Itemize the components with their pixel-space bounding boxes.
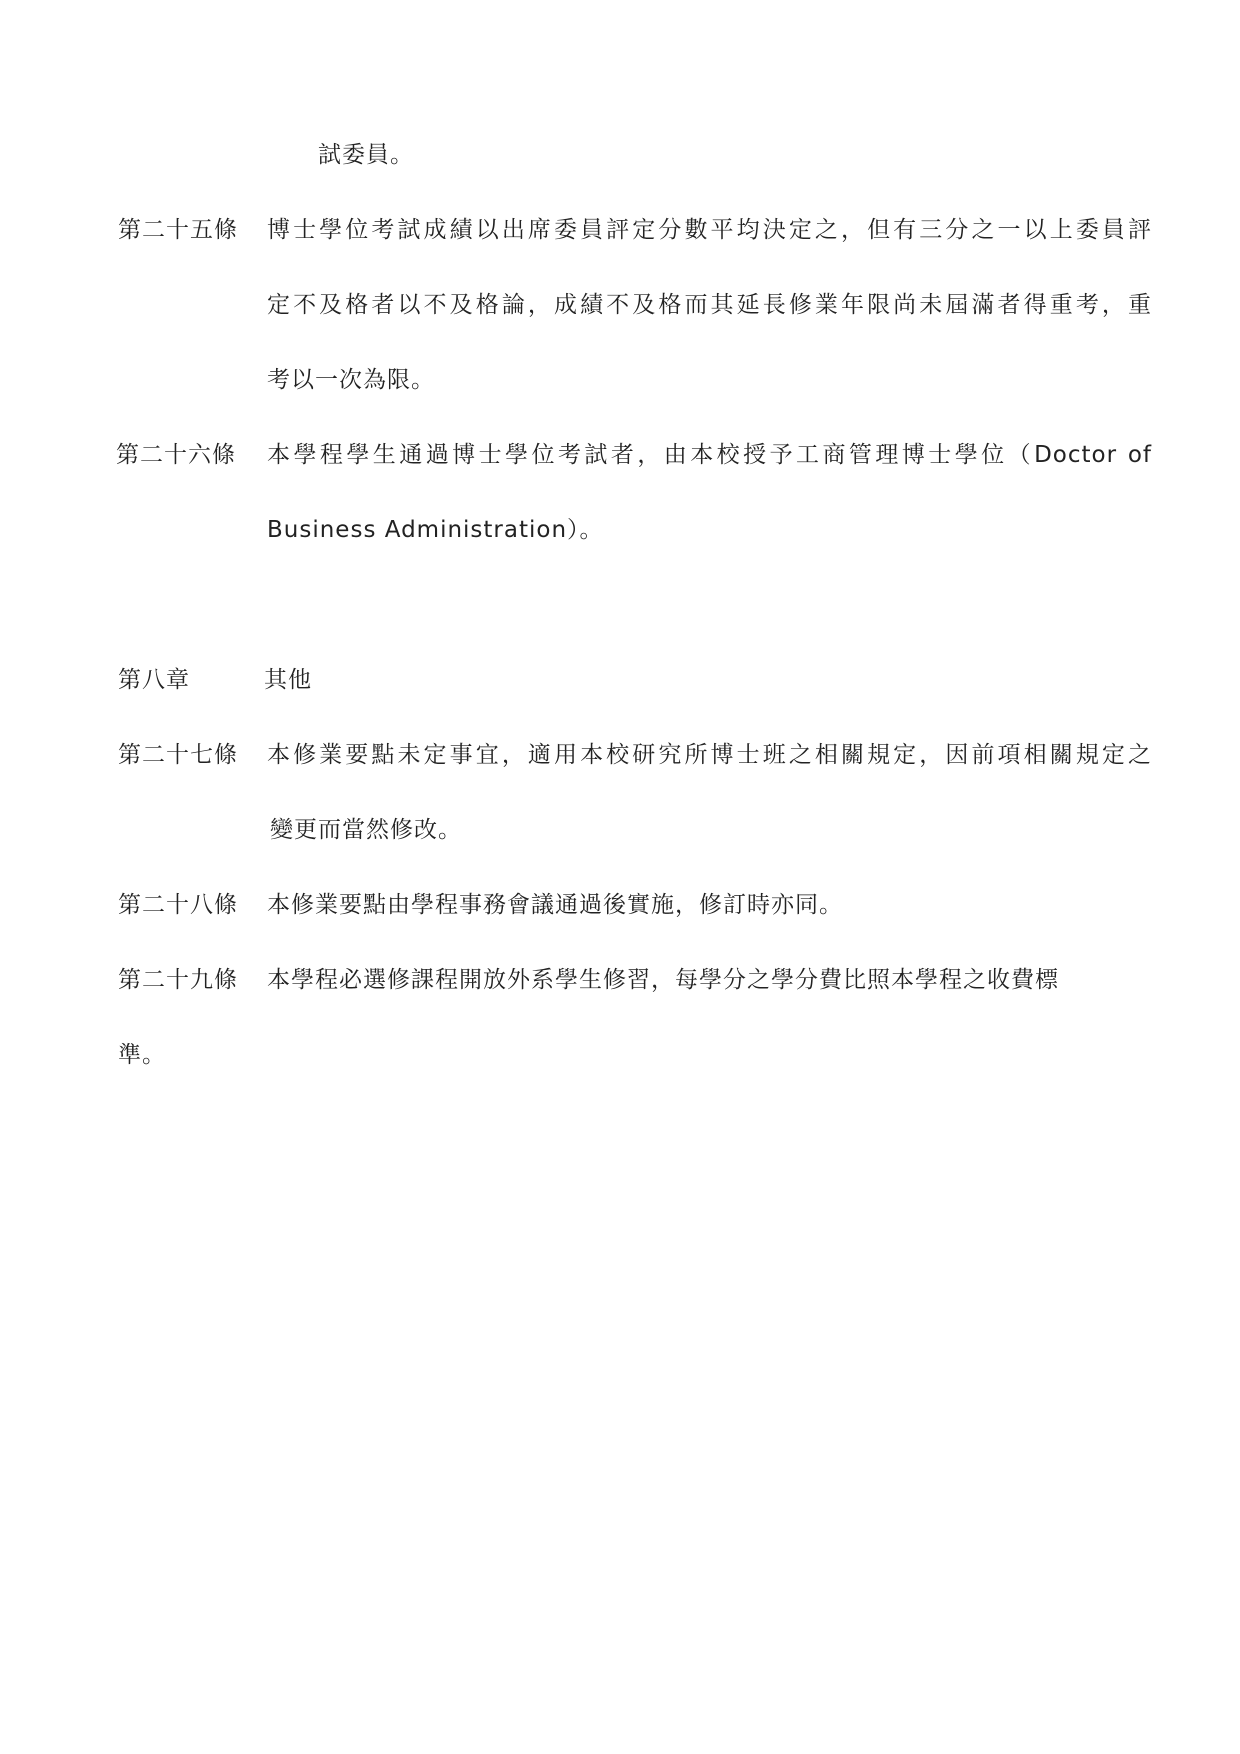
article-29-line-1: 本學程必選修課程開放外系學生修習，每學分之學分費比照本學程之收費標: [267, 967, 1059, 993]
continuation-text: 試委員。: [318, 142, 414, 168]
article-29-line-2: 準。: [118, 1042, 166, 1068]
article-25-line-2: 定不及格者以不及格論，成績不及格而其延長修業年限尚未屆滿者得重考，重: [267, 292, 1152, 318]
article-25-label: 第二十五條: [118, 217, 238, 243]
article-28-label: 第二十八條: [118, 892, 238, 918]
article-25-line-1: 博士學位考試成績以出席委員評定分數平均決定之，但有三分之一以上委員評: [267, 217, 1152, 243]
article-27-line-2: 變更而當然修改。: [270, 817, 462, 843]
article-27-line-1: 本修業要點未定事宜，適用本校研究所博士班之相關規定，因前項相關規定之: [267, 742, 1152, 768]
article-25-line-3: 考以一次為限。: [267, 367, 435, 393]
article-26-line-1: 本學程學生通過博士學位考試者，由本校授予工商管理博士學位（Doctor of: [267, 442, 1152, 468]
article-29-label: 第二十九條: [118, 967, 238, 993]
article-28-line-1: 本修業要點由學程事務會議通過後實施，修訂時亦同。: [267, 892, 843, 918]
article-26-line-2: Business Administration）。: [267, 517, 604, 543]
article-27-label: 第二十七條: [118, 742, 238, 768]
chapter-title: 其他: [264, 667, 312, 693]
article-26-label: 第二十六條: [116, 442, 236, 468]
chapter-label: 第八章: [118, 667, 190, 693]
